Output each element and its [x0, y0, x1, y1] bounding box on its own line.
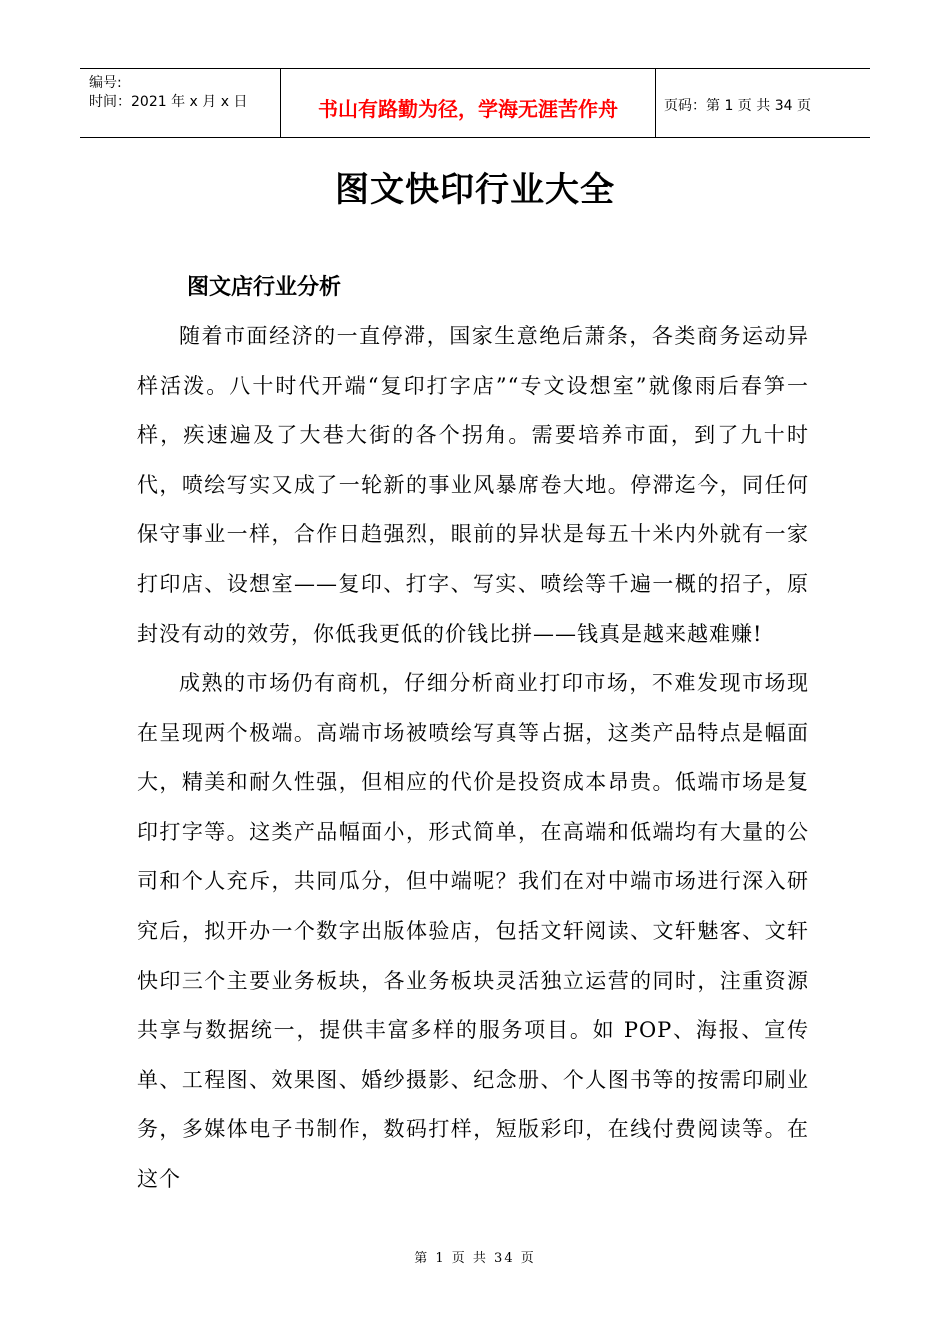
header-page-cell [655, 69, 870, 137]
paragraph-text: 成熟的市场仍有商机，仔细分析商业打印市场，不难发现市场现在呈现两个极端。高端市场被喷绘写真等占据，这类产品特点是幅面大，精美和耐久性强，但相应的代价是投资成本昂贵。低端市场是复印打字等。这类产品幅面小，形式简单，在高端和低端均有大量的公司和个人充斥，共同瓜分，但中端呢？我们在对中端市场进行深入研究后，拟开办一个数字出版体验店，包括文轩阅读、文轩魅客、文轩快印三个主要业务板块，各业务板块灵活独立运营的同时，注重资源共享与数据统一，提供丰富多样的服务项目。如 POP、海报、宣传单、工程图、效果图、婚纱摄影、纪念册、个人图书等的按需印刷业务，多媒体电子书制作，数码打样，短版彩印，在线付费阅读等。在这个 [137, 671, 809, 1191]
number-label: 编号: [89, 75, 122, 91]
header-motto-cell [280, 69, 656, 137]
header-table [80, 68, 870, 138]
page-info: 页码：第 1 页 共 34 页 [664, 98, 811, 114]
header-meta-cell [80, 69, 280, 137]
paragraph-1 [137, 312, 809, 659]
paragraph-text: 随着市面经济的一直停滞，国家生意绝后萧条，各类商务运动异样活泼。八十时代开端“复印打字店”“专文设想室”就像雨后春笋一样，疾速遍及了大巷大街的各个拐角。需要培养市面，到了九十时代，喷绘写实又成了一轮新的事业风暴席卷大地。停滞迄今，同任何保守事业一样，合作日趋强烈，眼前的异状是每五十米内外就有一家打印店、设想室——复印、打字、写实、喷绘等千遍一概的招子，原封没有动的效劳，你低我更低的价钱比拼——钱真是越来越难赚! [137, 324, 809, 646]
paragraph-2 [137, 659, 809, 1205]
time-line: 时间：2021 年 x 月 x 日 [89, 94, 248, 110]
page-footer: 第 1 页 共 34 页 [414, 1251, 536, 1266]
page-title: 图文快印行业大全 [335, 170, 615, 210]
motto: 书山有路勤为径，学海无涯苦作舟 [318, 97, 618, 121]
section-heading: 图文店行业分析 [187, 275, 342, 300]
